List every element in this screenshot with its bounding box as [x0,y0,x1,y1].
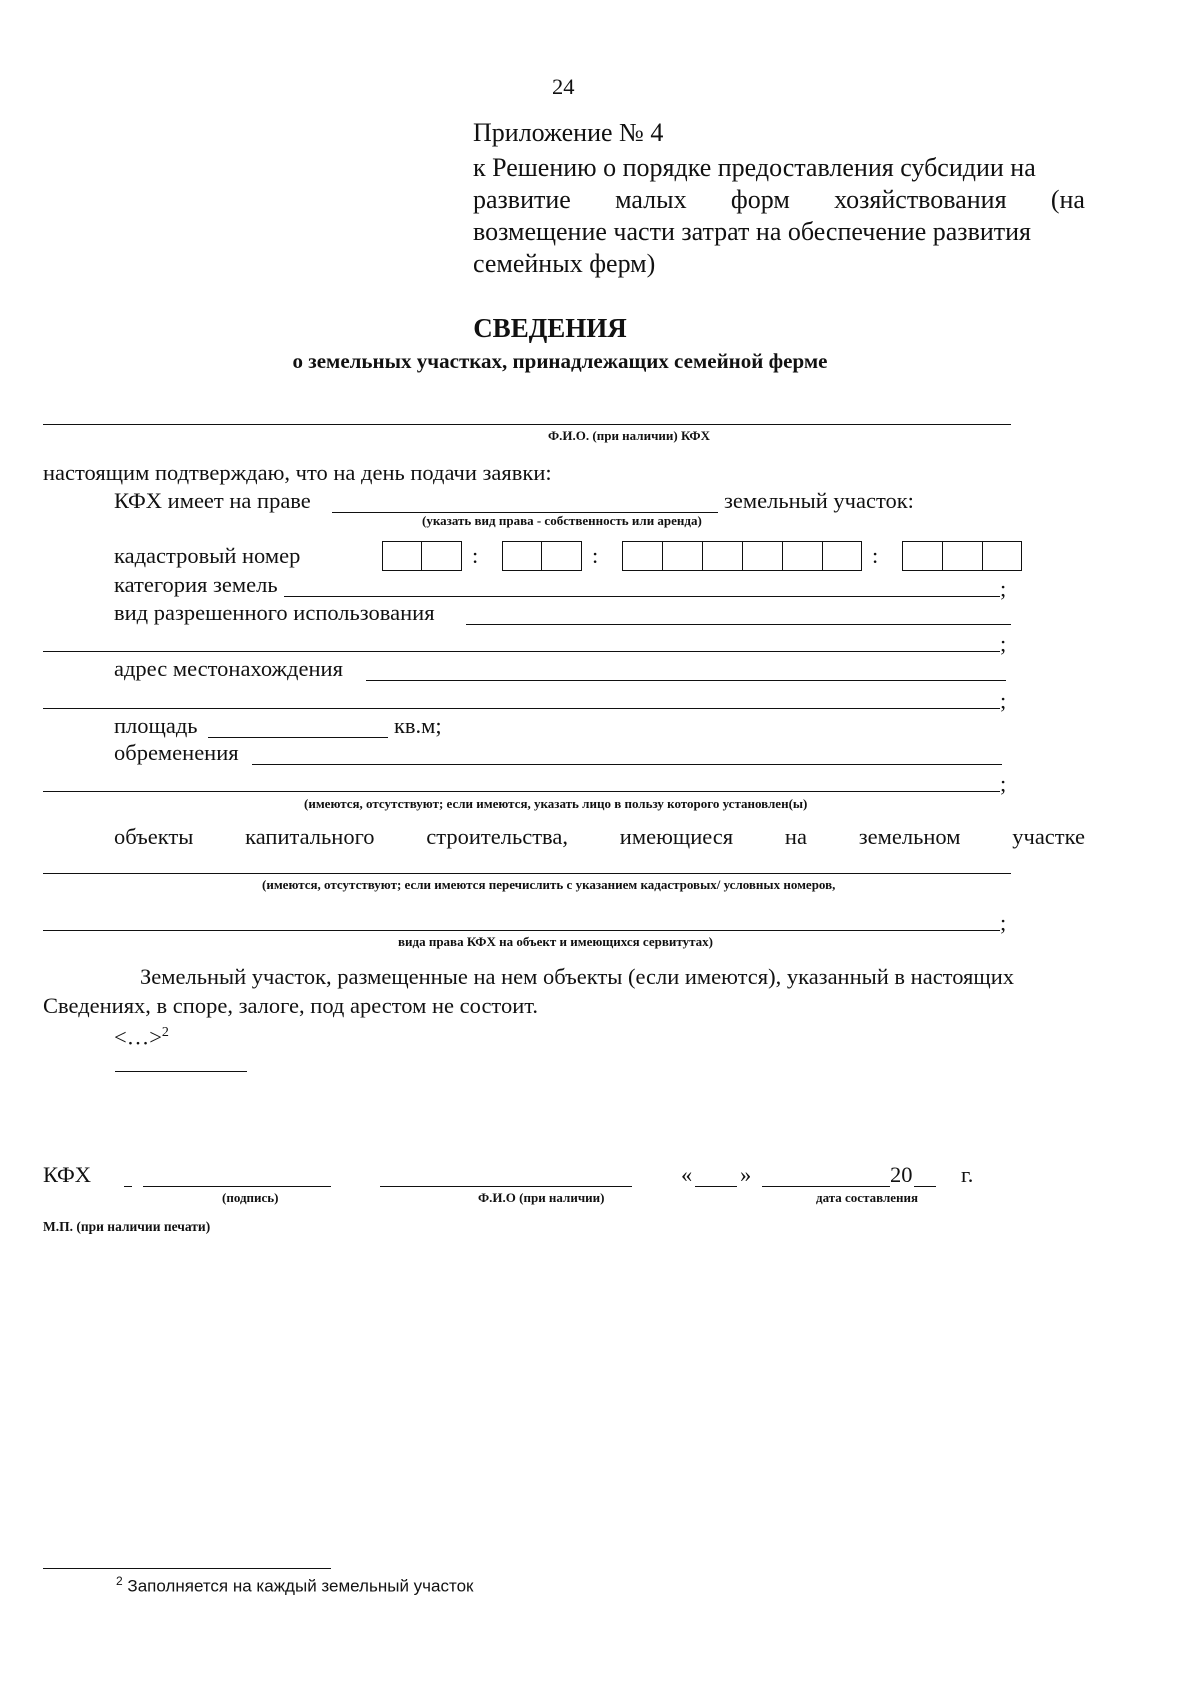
objects-caption-2: вида права КФХ на объект и имеющихся сервитутах) [398,934,713,949]
land-category-line[interactable] [284,596,1000,597]
footnote-divider [43,1568,331,1569]
cell-divider [541,541,542,571]
encumbrance-label: обременения [114,740,239,765]
dash [124,1186,132,1187]
cell-divider [782,541,783,571]
semicolon: ; [1000,910,1007,935]
cadastral-group-1[interactable] [382,541,462,571]
appendix-line-4: семейных ферм) [473,249,656,278]
kfh-label: КФХ [43,1162,92,1187]
signer-fio-caption: Ф.И.О (при наличии) [478,1190,605,1205]
cell-divider [702,541,703,571]
document-subtitle: о земельных участках, принадлежащих семейной ферме [292,349,828,373]
permitted-use-label: вид разрешенного использования [114,600,435,625]
cadastral-separator: : [872,543,879,568]
area-label: площадь [114,713,198,738]
encumbrance-line-1[interactable] [252,764,1002,765]
quote-close: » [740,1162,752,1187]
semicolon: ; [1000,771,1007,796]
cell-divider [942,541,943,571]
footnote-reference: <…>$^2$ [114,1024,169,1050]
footnote: $^2$ Заполняется на каждый земельный участок [116,1574,474,1596]
quote-open: « [681,1162,693,1187]
cell-divider [662,541,663,571]
appendix-line-2: развитие малых форм хозяйствования (на [473,185,1085,214]
address-line-1[interactable] [366,680,1006,681]
stamp-label: М.П. (при наличии печати) [43,1219,211,1234]
year-line[interactable] [914,1186,936,1187]
date-caption: дата составления [816,1190,919,1205]
statement-line-2: Сведениях, в споре, залоге, под арестом не состоит. [43,993,539,1018]
address-label: адрес местонахождения [114,656,343,681]
encumbrance-caption: (имеются, отсутствуют; если имеются, указать лицо в пользу которого установлен(ы) [304,796,808,811]
fio-line[interactable] [43,424,1011,425]
cell-divider [421,541,422,571]
fio-caption: Ф.И.О. (при наличии) КФХ [548,428,710,443]
appendix-title: Приложение № 4 [473,118,664,147]
right-caption: (указать вид права - собственность или аренда) [422,513,702,528]
objects-line-1[interactable] [43,873,1011,874]
cell-divider [822,541,823,571]
day-line[interactable] [695,1186,737,1187]
encumbrance-line-2[interactable] [43,791,1000,792]
month-line[interactable] [762,1186,890,1187]
short-divider [115,1071,247,1072]
cadastral-group-4[interactable] [902,541,1022,571]
confirm-text: настоящим подтверждаю, что на день подачи заявки: [43,460,552,485]
right-label: КФХ имеет на праве [114,488,311,513]
objects-line-2[interactable] [43,930,1000,931]
objects-caption-1: (имеются, отсутствуют; если имеются перечислить с указанием кадастровых/ условных номеров, [262,877,836,892]
semicolon: ; [1000,576,1007,601]
year-prefix: 20 [890,1162,913,1187]
cell-divider [742,541,743,571]
statement-line-1: Земельный участок, размещенные на нем объекты (если имеются), указанный в настоящих [140,964,1015,989]
document-title: СВЕДЕНИЯ [473,313,627,343]
page-number: 24 [552,74,575,99]
permitted-use-line-1[interactable] [466,624,1011,625]
cadastral-group-2[interactable] [502,541,582,571]
signer-fio-line[interactable] [380,1186,632,1187]
area-unit: кв.м; [394,713,442,738]
cell-divider [982,541,983,571]
right-suffix: земельный участок: [724,488,914,513]
year-suffix: г. [961,1162,974,1187]
appendix-line-1: к Решению о порядке предоставления субсидии на [473,153,1036,182]
address-line-2[interactable] [43,708,1000,709]
area-input-line[interactable] [208,737,388,738]
cadastral-separator: : [472,543,479,568]
cadastral-label: кадастровый номер [114,543,301,568]
cadastral-separator: : [592,543,599,568]
permitted-use-line-2[interactable] [43,651,1000,652]
semicolon: ; [1000,631,1007,656]
signature-line[interactable] [143,1186,331,1187]
objects-line: объекты капитального строительства, имеющиеся на земельном участке [114,824,1085,849]
semicolon: ; [1000,688,1007,713]
appendix-line-3: возмещение части затрат на обеспечение развития [473,217,1031,246]
signature-caption: (подпись) [222,1190,279,1205]
land-category-label: категория земель [114,572,278,597]
